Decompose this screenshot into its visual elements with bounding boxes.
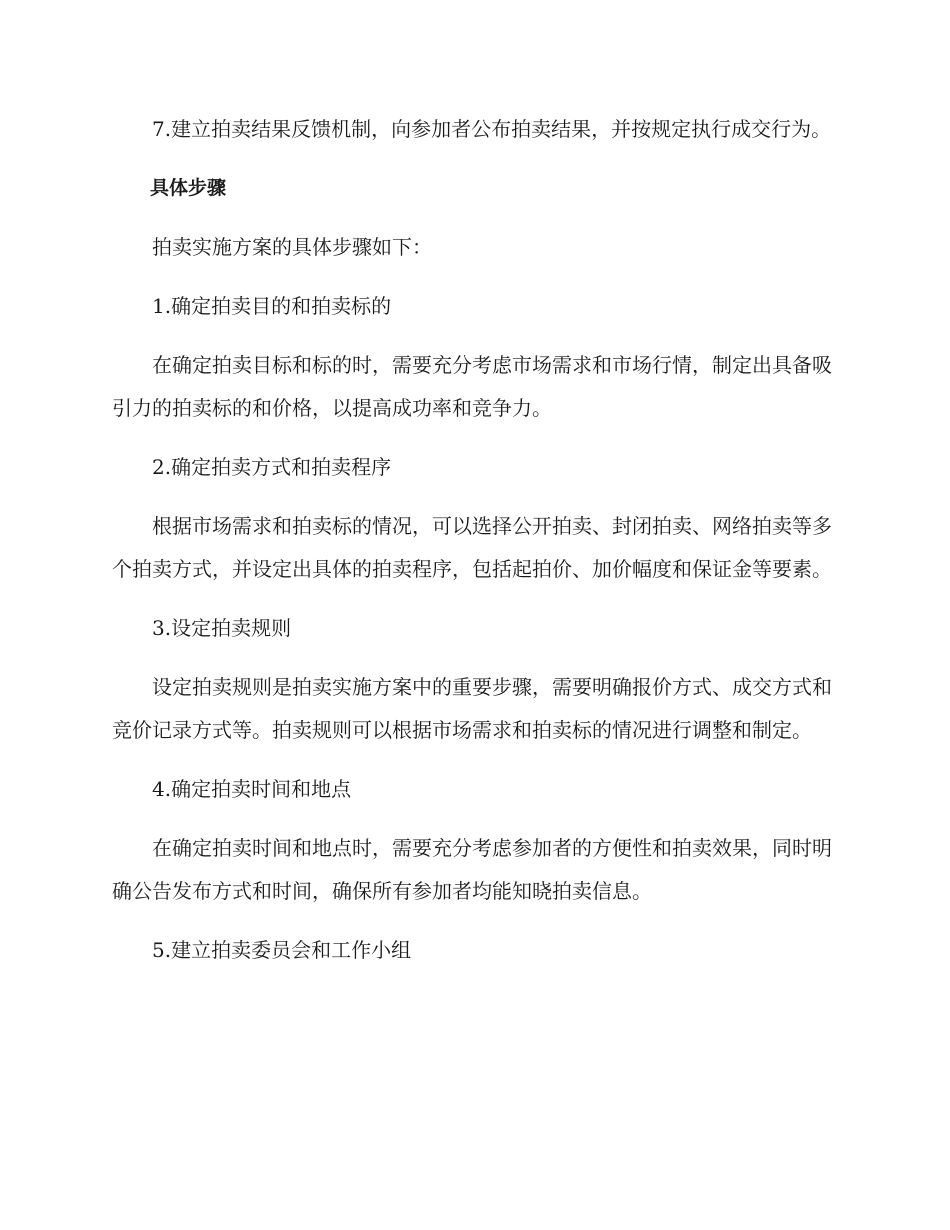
document-body: [112, 108, 832, 988]
step-body-2: 根据市场需求和拍卖标的情况，可以选择公开拍卖、封闭拍卖、网络拍卖等多个拍卖方式，并设定出具体的拍卖程序，包括起拍价、加价幅度和保证金等要素。: [112, 514, 832, 581]
step-title-3: 3.设定拍卖规则: [152, 616, 292, 640]
section-heading: 具体步骤: [150, 177, 227, 199]
paragraph-item-7-feedback: 7.建立拍卖结果反馈机制，向参加者公布拍卖结果，并按规定执行成交行为。: [152, 117, 832, 141]
step-title-2: 2.确定拍卖方式和拍卖程序: [152, 455, 392, 479]
step-body-3: 设定拍卖规则是拍卖实施方案中的重要步骤，需要明确报价方式、成交方式和竞价记录方式等。拍卖规则可以根据市场需求和拍卖标的情况进行调整和制定。: [112, 675, 832, 742]
paragraph-intro: 拍卖实施方案的具体步骤如下：: [152, 235, 432, 259]
step-title-1: 1.确定拍卖目的和拍卖标的: [152, 294, 392, 318]
step-title-4: 4.确定拍卖时间和地点: [152, 777, 352, 801]
step-body-4: 在确定拍卖时间和地点时，需要充分考虑参加者的方便性和拍卖效果，同时明确公告发布方式和时间，确保所有参加者均能知晓拍卖信息。: [112, 836, 832, 903]
step-body-1: 在确定拍卖目标和标的时，需要充分考虑市场需求和市场行情，制定出具备吸引力的拍卖标的和价格，以提高成功率和竞争力。: [112, 353, 832, 420]
step-title-5: 5.建立拍卖委员会和工作小组: [152, 938, 412, 962]
